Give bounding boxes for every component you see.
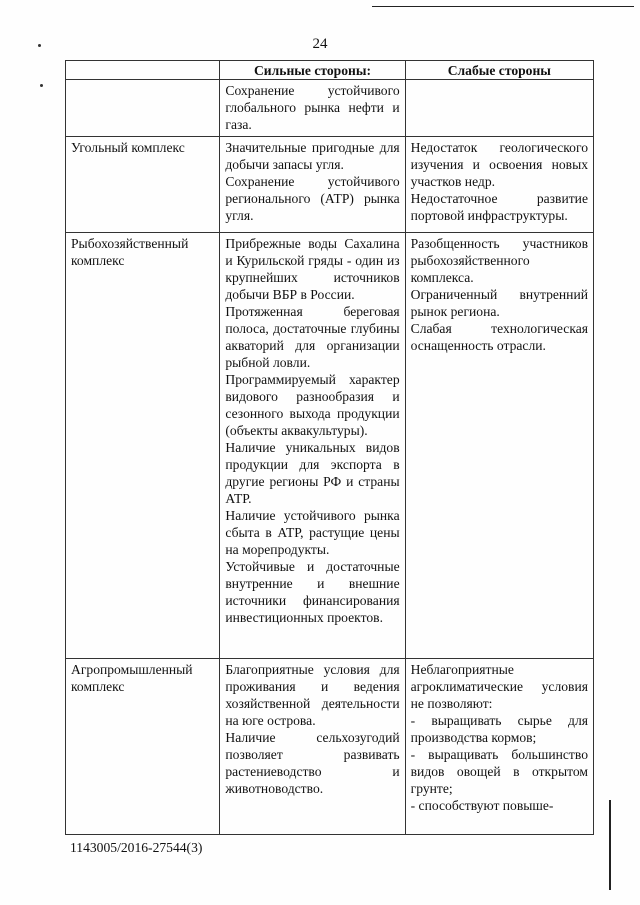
header-strengths: Сильные стороны: xyxy=(220,61,405,80)
weakness-item: - выращивать сырье для производства кормов; xyxy=(410,713,588,745)
weaknesses-cell xyxy=(405,659,593,835)
strength-item: Наличие устойчивого рынка сбыта в АТР, растущие цены на морепродукты. xyxy=(225,508,400,557)
weaknesses-cell xyxy=(405,80,593,137)
strengths-cell xyxy=(220,659,405,835)
strength-item: Наличие уникальных видов продукции для экспорта в другие регионы РФ и страны АТР. xyxy=(225,440,400,506)
sector-cell: Рыбохозяйственный комплекс xyxy=(66,233,220,659)
weakness-item: Слабая технологическая оснащенность отрасли. xyxy=(410,321,588,353)
strength-item: Сохранение устойчивого регионального (АТР) рынка угля. xyxy=(225,174,400,223)
weakness-item: Недостаток геологического изучения и освоения новых участков недр. xyxy=(410,140,588,189)
scan-dot xyxy=(40,84,43,87)
weakness-item: Ограниченный внутренний рынок региона. xyxy=(410,287,588,319)
table-row xyxy=(66,659,594,835)
sector-cell: Агропромышленный комплекс xyxy=(66,659,220,835)
strength-item: Сохранение устойчивого глобального рынка нефти и газа. xyxy=(225,83,400,132)
weakness-item: Недостаточное развитие портовой инфраструктуры. xyxy=(410,191,588,223)
strengths-cell xyxy=(220,137,405,233)
strength-item: Программируемый характер видового разнообразия и сезонного выхода продукции (объекты аквакультуры). xyxy=(225,372,400,438)
strengths-cell xyxy=(220,80,405,137)
weakness-item: - способствуют повыше- xyxy=(410,798,554,813)
weakness-item: Разобщенность участников рыбохозяйственного комплекса. xyxy=(410,236,588,285)
table-row xyxy=(66,233,594,659)
table-header-row xyxy=(66,61,594,80)
document-id: 1143005/2016-27544(3) xyxy=(70,840,203,855)
sector-cell xyxy=(66,80,220,137)
weakness-item: Неблагоприятные агроклиматические условия не позволяют: xyxy=(410,662,588,711)
strength-item: Прибрежные воды Сахалина и Курильской гряды - один из крупнейших источников добычи ВБР в России. xyxy=(225,236,400,302)
weakness-item: - выращивать большинство видов овощей в открытом грунте; xyxy=(410,747,588,796)
header-sector xyxy=(66,61,220,80)
swot-table xyxy=(65,60,594,835)
table-row xyxy=(66,137,594,233)
top-rule xyxy=(372,6,634,7)
strength-item: Протяженная береговая полоса, достаточные глубины акваторий для организации рыбной ловли. xyxy=(225,304,400,370)
strength-item: Наличие сельхозугодий позволяет развивать растениеводство и животноводство. xyxy=(225,730,400,796)
page-number: 24 xyxy=(312,36,328,52)
sector-cell: Угольный комплекс xyxy=(66,137,220,233)
strength-item: Благоприятные условия для проживания и ведения хозяйственной деятельности на юге острова. xyxy=(225,662,400,728)
weaknesses-cell xyxy=(405,137,593,233)
header-weaknesses: Слабые стороны xyxy=(405,61,593,80)
weaknesses-cell xyxy=(405,233,593,659)
strength-item: Значительные пригодные для добычи запасы угля. xyxy=(225,140,400,172)
strength-item: Устойчивые и достаточные внутренние и внешние источники финансирования инвестиционных проектов. xyxy=(225,559,400,625)
strengths-cell xyxy=(220,233,405,659)
table-row xyxy=(66,80,594,137)
right-margin-rule xyxy=(609,800,611,890)
